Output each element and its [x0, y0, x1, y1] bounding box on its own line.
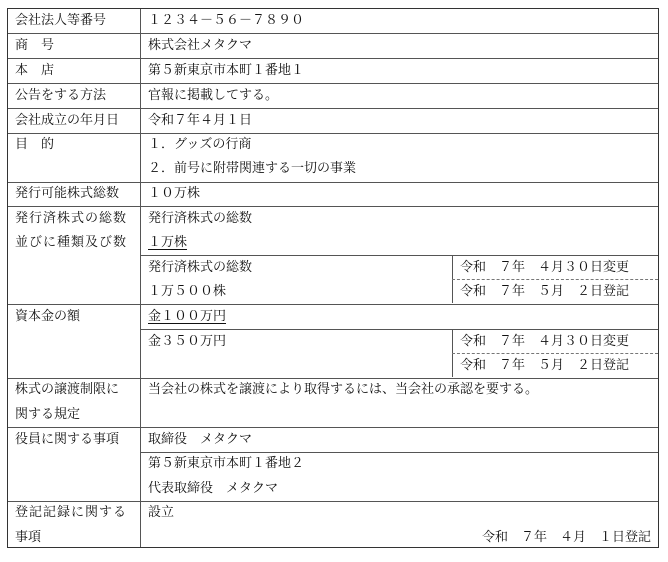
- establishment-label: 会社成立の年月日: [15, 113, 120, 128]
- record-date: 令和 ７年 ４月 １日登記: [481, 530, 651, 545]
- row-divider: [8, 33, 658, 34]
- row-divider: [8, 206, 658, 207]
- issued-shares-after-value: １万５００株: [148, 284, 227, 299]
- row-divider: [8, 427, 658, 428]
- issued-shares-after-title: 発行済株式の総数: [148, 260, 253, 275]
- record-label-line: 登記記録に関する: [15, 505, 128, 520]
- trade-name-label: 商 号: [15, 38, 55, 53]
- capital-after-value: 金３５０万円: [148, 334, 227, 349]
- capital-before-value: 金１００万円: [148, 309, 227, 324]
- record-label-line: 事項: [15, 530, 42, 545]
- issued-shares-label-line: 並びに種類及び数: [15, 235, 128, 250]
- head-office-label: 本 店: [15, 63, 55, 78]
- registry-certificate: [7, 8, 659, 548]
- record-value: 設立: [148, 505, 175, 520]
- public-notice-label: 公告をする方法: [15, 88, 107, 103]
- officers-label: 役員に関する事項: [15, 432, 120, 447]
- purpose-label: 目 的: [15, 137, 55, 152]
- row-divider: [8, 182, 658, 183]
- corp-number-value: １２３４－５６－７８９０: [148, 13, 305, 28]
- date-divider-dashed: [452, 353, 658, 354]
- row-divider: [8, 304, 658, 305]
- capital-label: 資本金の額: [15, 309, 81, 324]
- row-divider: [8, 58, 658, 59]
- officers-representative: 代表取締役 メタクマ: [148, 481, 279, 496]
- corp-number-label: 会社法人等番号: [15, 13, 107, 28]
- capital-change-date: 令和 ７年 ４月３０日変更: [460, 334, 630, 349]
- issued-shares-before-title: 発行済株式の総数: [148, 211, 253, 226]
- trade-name-value: 株式会社メタクマ: [148, 38, 253, 53]
- sub-row-divider: [140, 255, 658, 256]
- public-notice-value: 官報に掲載してする。: [148, 88, 279, 103]
- sub-row-divider: [140, 329, 658, 330]
- row-divider: [8, 83, 658, 84]
- capital-registration-date: 令和 ７年 ５月 ２日登記: [460, 358, 630, 373]
- sub-row-divider: [140, 452, 658, 453]
- issued-shares-label-line: 発行済株式の総数: [15, 211, 128, 226]
- row-divider: [8, 378, 658, 379]
- row-divider: [8, 133, 658, 134]
- purpose-item: ２．前号に附帯関連する一切の事業: [148, 161, 357, 176]
- purpose-item: １．グッズの行商: [148, 137, 252, 152]
- share-transfer-label-line: 関する規定: [15, 407, 81, 422]
- establishment-value: 令和７年４月１日: [148, 113, 253, 128]
- row-divider: [8, 501, 658, 502]
- head-office-value: 第５新東京市本町１番地１: [148, 63, 305, 78]
- share-transfer-label-line: 株式の譲渡制限に: [15, 382, 120, 397]
- authorized-shares-value: １０万株: [148, 186, 201, 201]
- officers-address: 第５新東京市本町１番地２: [148, 456, 305, 471]
- issued-shares-registration-date: 令和 ７年 ５月 ２日登記: [460, 284, 630, 299]
- authorized-shares-label: 発行可能株式総数: [15, 186, 120, 201]
- issued-shares-before-value: １万株: [148, 235, 188, 250]
- share-transfer-value: 当会社の株式を譲渡により取得するには、当会社の承認を要する。: [148, 382, 539, 397]
- issued-shares-change-date: 令和 ７年 ４月３０日変更: [460, 260, 630, 275]
- date-divider-dashed: [452, 279, 658, 280]
- label-column-divider: [140, 9, 141, 547]
- row-divider: [8, 108, 658, 109]
- officers-director: 取締役 メタクマ: [148, 432, 253, 447]
